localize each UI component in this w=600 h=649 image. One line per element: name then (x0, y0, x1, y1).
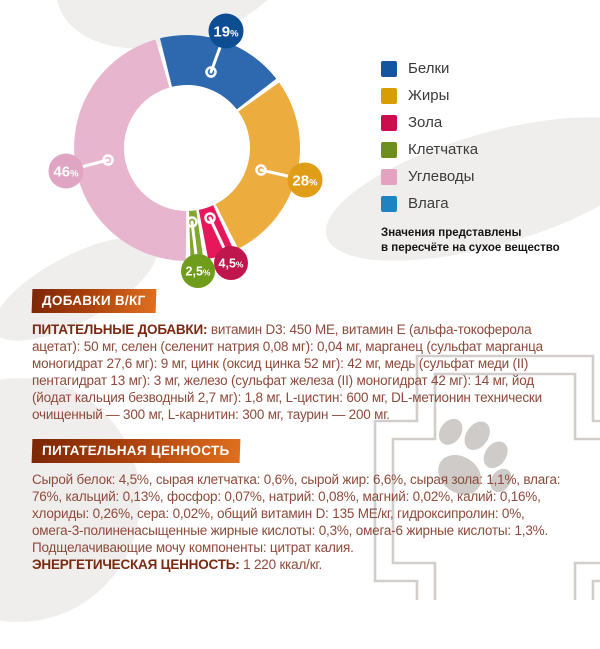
nutrition-body: Сырой белок: 4,5%, сырая клетчатка: 0,6%, сырой жир: 6,6%, сырая зола: 1,1%, влага: 76%, кальций: 0,13%, фосфор: 0,07%, натрий: 0,08%, магний: 0,02%, калий: 0,16%, хлориды: 0,26%, сера: 0,02%, общий витамин D: 135 МЕ/кг, гидроксипролин: 0%, омега-3-полиненасыщенные жирные кислоты: 0,3%, омега-6 жирные кислоты: 1,3%. Подщелачивающие мочу компоненты: цитрат калия. (32, 472, 561, 555)
additives-heading: ДОБАВКИ В/КГ (41, 293, 146, 308)
legend-label-3: Клетчатка (408, 141, 479, 158)
legend-item-0 (381, 55, 560, 82)
additives-section (32, 289, 569, 423)
legend-swatch-1 (381, 88, 397, 104)
note-line-1: Значения представлены (381, 227, 522, 239)
value-badge-label-1: 28% (292, 172, 318, 190)
legend-rows (381, 55, 560, 217)
energy-label: ЭНЕРГЕТИЧЕСКАЯ ЦЕННОСТЬ: (32, 557, 240, 572)
dry-matter-note (381, 226, 560, 256)
legend-item-5 (381, 190, 560, 217)
legend-item-2 (381, 109, 560, 136)
additives-lead: ПИТАТЕЛЬНЫЕ ДОБАВКИ: (32, 322, 208, 337)
legend-label-4: Углеводы (408, 168, 475, 185)
nutrition-heading-badge (32, 439, 240, 463)
additives-heading-badge (32, 289, 156, 313)
legend-item-1 (381, 82, 560, 109)
chart-legend (381, 55, 560, 256)
additives-paragraph (32, 321, 569, 423)
additives-body: витамин D3: 450 МЕ, витамин Е (альфа-токоферола ацетат): 50 мг, селен (селенит натрия 0,08 мг): 0,04 мг, марганец (сульфат марганца моногидрат 27,6 мг): 9 мг, цинк (оксид цинка 52 мг): 42 мг, медь (сульфат меди (II) пентагидрат 13 мг): 3 мг, железо (сульфат железа (II) моногидрат 42 мг): 14 мг, йод (йодат кальция безводный 2,7 мг): 1,8 мг, L-цистин: 600 мг, DL-метионин технически очищенный — 300 мг, L-карнитин: 300 мг, таурин — 200 мг. (32, 322, 543, 422)
donut-chart (0, 0, 340, 300)
legend-label-0: Белки (408, 60, 450, 77)
energy-value: 1 220 ккал/кг. (243, 557, 323, 572)
value-badge-label-3: 2,5% (185, 264, 211, 279)
nutrition-heading: ПИТАТЕЛЬНАЯ ЦЕННОСТЬ (41, 443, 230, 458)
energy-line (32, 556, 569, 573)
legend-swatch-0 (381, 61, 397, 77)
legend-label-5: Влага (408, 195, 449, 212)
value-badge-label-0: 19% (213, 23, 239, 41)
legend-label-2: Зола (408, 114, 443, 131)
nutrition-paragraph (32, 471, 569, 556)
note-line-2: в пересчёте на сухое вещество (381, 242, 560, 254)
value-badge-label-2: 4,5% (218, 256, 244, 271)
legend-item-4 (381, 163, 560, 190)
value-badge-label-4: 46% (53, 163, 79, 181)
legend-swatch-2 (381, 115, 397, 131)
legend-swatch-4 (381, 169, 397, 185)
legend-label-1: Жиры (408, 87, 450, 104)
legend-swatch-5 (381, 196, 397, 212)
legend-item-3 (381, 136, 560, 163)
legend-swatch-3 (381, 142, 397, 158)
nutrition-section (32, 439, 569, 573)
